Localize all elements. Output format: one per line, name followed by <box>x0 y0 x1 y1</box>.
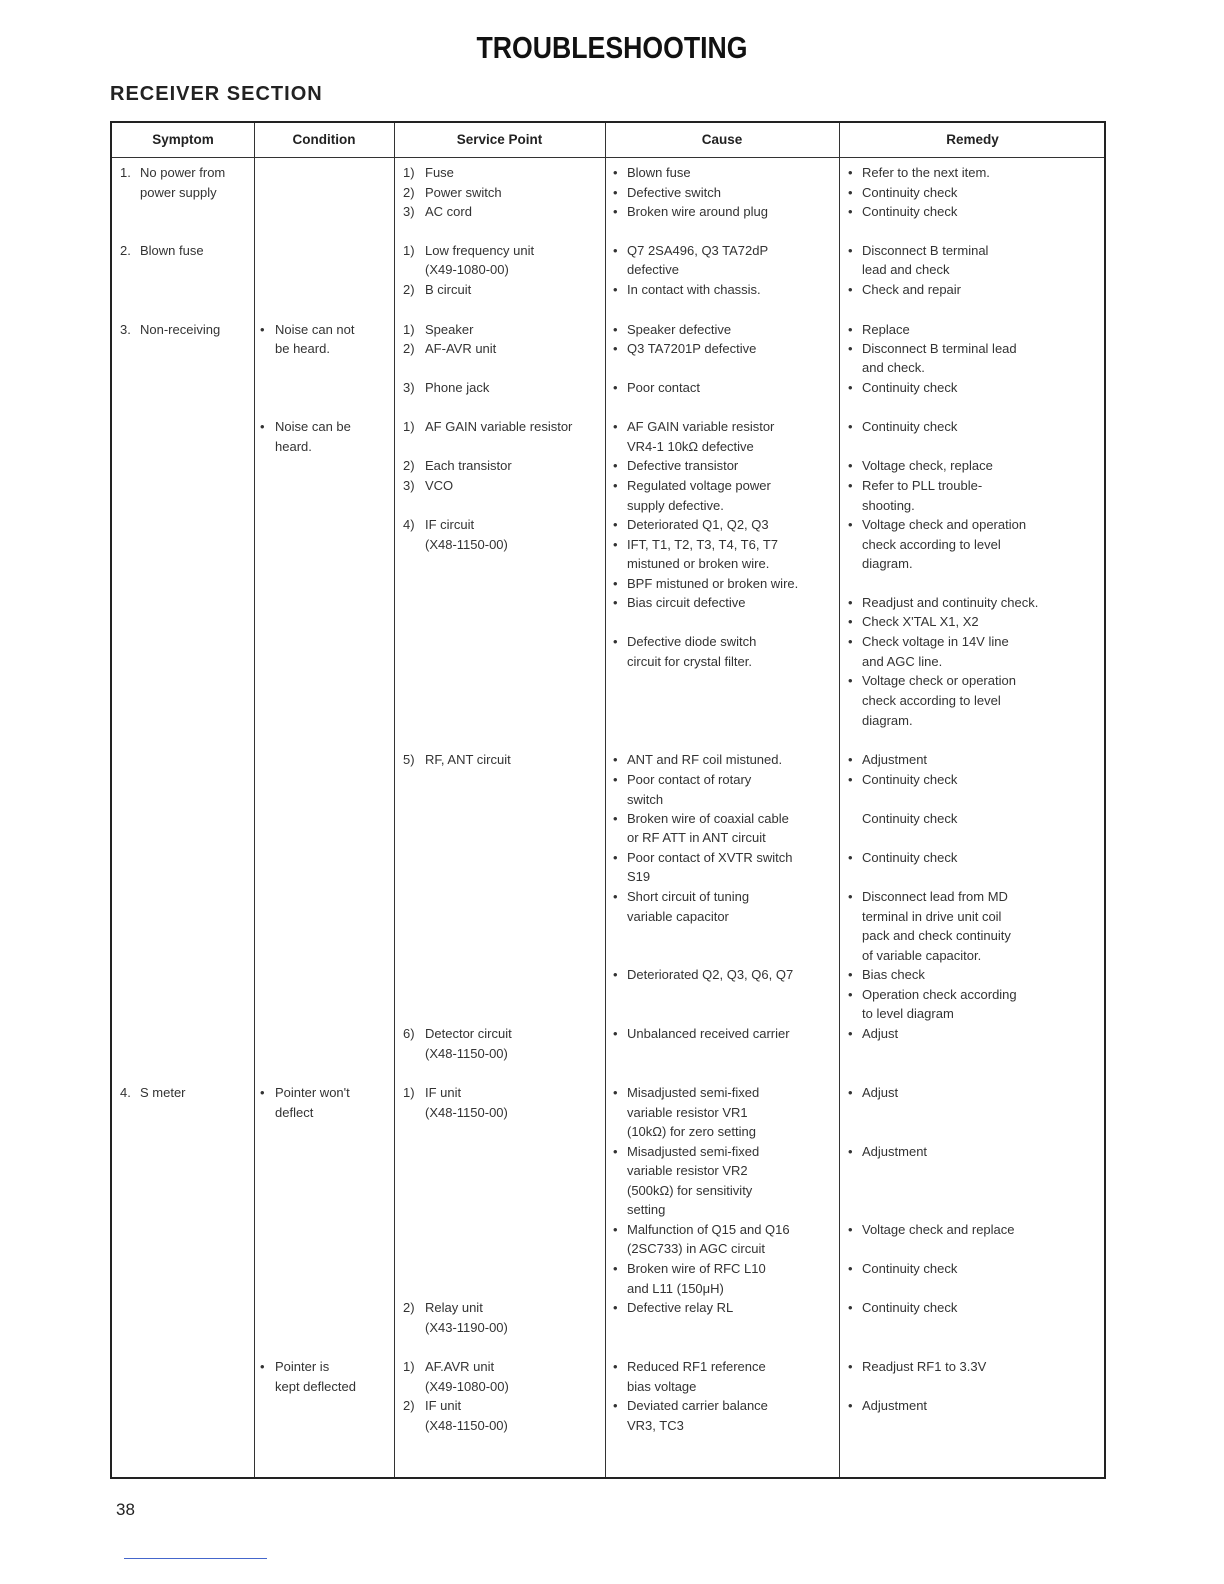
cause-text: Defective diode switch <box>627 634 757 649</box>
remedy-text: Disconnect B terminal <box>862 243 989 258</box>
remedy-text: Bias check <box>862 967 925 982</box>
service-text: Phone jack <box>425 380 490 395</box>
remedy-marker: • <box>848 517 853 532</box>
cause-text: Short circuit of tuning <box>627 889 750 904</box>
cause-text: IFT, T1, T2, T3, T4, T6, T7 <box>627 537 779 552</box>
service-marker: 2) <box>403 341 415 356</box>
remedy-text: Voltage check or operation <box>862 673 1016 688</box>
service-text: (X43-1190-00) <box>425 1320 508 1335</box>
cause-text: Bias circuit defective <box>627 595 746 610</box>
remedy-text: Check X'TAL X1, X2 <box>862 614 979 629</box>
remedy-marker: • <box>848 634 853 649</box>
service-text: (X48-1150-00) <box>425 1418 508 1433</box>
remedy-marker: • <box>848 478 853 493</box>
remedy-marker: • <box>848 419 853 434</box>
cond-text: kept deflected <box>275 1379 356 1394</box>
remedy-text: of variable capacitor. <box>862 948 982 963</box>
service-text: (X49-1080-00) <box>425 262 509 277</box>
symptom-text: power supply <box>140 185 217 200</box>
cause-text: (500kΩ) for sensitivity <box>627 1183 753 1198</box>
header-remedy: Remedy <box>946 132 999 147</box>
cause-marker: • <box>613 811 618 826</box>
page-number: 38 <box>116 1500 135 1519</box>
cause-marker: • <box>613 517 618 532</box>
cause-text: defective <box>627 262 680 277</box>
service-marker: 2) <box>403 458 415 473</box>
service-text: AC cord <box>425 204 472 219</box>
cause-text: or RF ATT in ANT circuit <box>627 830 766 845</box>
service-text: Power switch <box>425 185 502 200</box>
remedy-text: Adjust <box>862 1085 899 1100</box>
page-title: TROUBLESHOOTING <box>476 30 748 65</box>
remedy-text: Continuity check <box>862 850 958 865</box>
remedy-text: Continuity check <box>862 811 958 826</box>
cause-text: Defective relay RL <box>627 1300 734 1315</box>
remedy-text: Continuity check <box>862 380 958 395</box>
cause-marker: • <box>613 595 618 610</box>
service-text: IF circuit <box>425 517 475 532</box>
cond-marker: • <box>260 322 265 337</box>
service-text: (X49-1080-00) <box>425 1379 509 1394</box>
remedy-marker: • <box>848 204 853 219</box>
service-text: Low frequency unit <box>425 243 535 258</box>
service-marker: 3) <box>403 204 415 219</box>
service-text: (X48-1150-00) <box>425 537 508 552</box>
remedy-marker: • <box>848 752 853 767</box>
service-marker: 1) <box>403 322 415 337</box>
cause-text: (2SC733) in AGC circuit <box>627 1241 765 1256</box>
cause-text: AF GAIN variable resistor <box>627 419 775 434</box>
remedy-text: to level diagram <box>862 1006 954 1021</box>
troubleshooting-table <box>110 121 1106 1479</box>
remedy-text: Adjustment <box>862 752 928 767</box>
cause-text: Reduced RF1 reference <box>627 1359 766 1374</box>
cause-marker: • <box>613 478 618 493</box>
remedy-text: Voltage check and operation <box>862 517 1027 532</box>
column-divider <box>839 123 840 1477</box>
service-text: (X48-1150-00) <box>425 1046 508 1061</box>
service-text: Detector circuit <box>425 1026 512 1041</box>
cause-marker: • <box>613 165 618 180</box>
cause-text: Speaker defective <box>627 322 732 337</box>
cond-text: Noise can be <box>275 419 351 434</box>
remedy-text: Check voltage in 14V line <box>862 634 1009 649</box>
cause-text: Defective transistor <box>627 458 739 473</box>
remedy-marker: • <box>848 850 853 865</box>
cond-marker: • <box>260 1085 265 1100</box>
remedy-marker: • <box>848 1359 853 1374</box>
remedy-text: pack and check continuity <box>862 928 1011 943</box>
header-cause: Cause <box>701 132 743 147</box>
remedy-text: Continuity check <box>862 419 958 434</box>
header-condition: Condition <box>292 132 356 147</box>
remedy-marker: • <box>848 380 853 395</box>
remedy-marker: • <box>848 165 853 180</box>
cause-marker: • <box>613 185 618 200</box>
cond-text: heard. <box>275 439 312 454</box>
remedy-text: lead and check <box>862 262 950 277</box>
cause-marker: • <box>613 1359 618 1374</box>
cause-marker: • <box>613 634 618 649</box>
cause-text: S19 <box>627 869 651 884</box>
column-divider <box>254 123 255 1477</box>
service-text: VCO <box>425 478 454 493</box>
symptom-marker: 1. <box>120 165 131 180</box>
cause-text: Broken wire of coaxial cable <box>627 811 789 826</box>
cause-text: variable resistor VR1 <box>627 1105 748 1120</box>
service-text: (X48-1150-00) <box>425 1105 508 1120</box>
cause-marker: • <box>613 772 618 787</box>
remedy-marker: • <box>848 1398 853 1413</box>
remedy-text: Continuity check <box>862 1261 958 1276</box>
cause-text: In contact with chassis. <box>627 282 761 297</box>
symptom-text: No power from <box>140 165 226 180</box>
section-heading: RECEIVER SECTION <box>110 83 323 105</box>
cause-text: Q3 TA7201P defective <box>627 341 757 356</box>
symptom-text: Blown fuse <box>140 243 204 258</box>
cond-text: Noise can not <box>275 322 355 337</box>
service-marker: 1) <box>403 243 415 258</box>
remedy-text: Continuity check <box>862 1300 958 1315</box>
cause-text: bias voltage <box>627 1379 697 1394</box>
cond-text: Pointer is <box>275 1359 330 1374</box>
cause-text: Poor contact <box>627 380 700 395</box>
cause-text: Deteriorated Q2, Q3, Q6, Q7 <box>627 967 794 982</box>
cause-text: variable capacitor <box>627 909 729 924</box>
cause-marker: • <box>613 458 618 473</box>
service-text: B circuit <box>425 282 472 297</box>
cause-text: Deviated carrier balance <box>627 1398 768 1413</box>
service-text: IF unit <box>425 1085 462 1100</box>
service-marker: 1) <box>403 1359 415 1374</box>
remedy-marker: • <box>848 322 853 337</box>
service-marker: 2) <box>403 1398 415 1413</box>
cause-text: mistuned or broken wire. <box>627 556 770 571</box>
service-marker: 3) <box>403 478 415 493</box>
remedy-marker: • <box>848 673 853 688</box>
cause-marker: • <box>613 282 618 297</box>
cause-marker: • <box>613 322 618 337</box>
cause-marker: • <box>613 752 618 767</box>
remedy-text: Voltage check, replace <box>862 458 993 473</box>
header-symptom: Symptom <box>152 132 214 147</box>
cause-text: Misadjusted semi-fixed <box>627 1085 760 1100</box>
symptom-text: Non-receiving <box>140 322 221 337</box>
cause-text: circuit for crystal filter. <box>627 654 752 669</box>
remedy-text: Adjustment <box>862 1398 928 1413</box>
service-marker: 1) <box>403 419 415 434</box>
service-text: IF unit <box>425 1398 462 1413</box>
remedy-text: Readjust RF1 to 3.3V <box>862 1359 987 1374</box>
cause-text: and L11 (150μH) <box>627 1281 724 1296</box>
cause-marker: • <box>613 850 618 865</box>
remedy-text: Disconnect lead from MD <box>862 889 1008 904</box>
service-text: Speaker <box>425 322 474 337</box>
service-marker: 6) <box>403 1026 415 1041</box>
remedy-marker: • <box>848 987 853 1002</box>
header-divider <box>112 157 1104 158</box>
remedy-marker: • <box>848 185 853 200</box>
cause-text: Blown fuse <box>627 165 691 180</box>
remedy-marker: • <box>848 772 853 787</box>
cause-text: BPF mistuned or broken wire. <box>627 576 799 591</box>
remedy-text: Adjustment <box>862 1144 928 1159</box>
cond-marker: • <box>260 1359 265 1374</box>
cause-text: Broken wire around plug <box>627 204 768 219</box>
service-marker: 2) <box>403 1300 415 1315</box>
cause-marker: • <box>613 1300 618 1315</box>
service-text: RF, ANT circuit <box>425 752 511 767</box>
cause-text: Defective switch <box>627 185 721 200</box>
remedy-text: diagram. <box>862 713 913 728</box>
cause-text: VR4-1 10kΩ defective <box>627 439 754 454</box>
cause-text: setting <box>627 1202 666 1217</box>
service-text: AF.AVR unit <box>425 1359 495 1374</box>
remedy-text: Continuity check <box>862 204 958 219</box>
cause-text: Q7 2SA496, Q3 TA72dP <box>627 243 769 258</box>
cause-text: Poor contact of XVTR switch <box>627 850 793 865</box>
cause-text: switch <box>627 792 664 807</box>
cause-marker: • <box>613 1144 618 1159</box>
service-text: AF GAIN variable resistor <box>425 419 573 434</box>
service-text: Relay unit <box>425 1300 483 1315</box>
symptom-marker: 4. <box>120 1085 131 1100</box>
service-text: AF-AVR unit <box>425 341 497 356</box>
service-text: Fuse <box>425 165 454 180</box>
remedy-marker: • <box>848 458 853 473</box>
cause-marker: • <box>613 419 618 434</box>
column-divider <box>605 123 606 1477</box>
remedy-marker: • <box>848 243 853 258</box>
remedy-text: Continuity check <box>862 185 958 200</box>
cause-text: VR3, TC3 <box>627 1418 684 1433</box>
cause-text: Broken wire of RFC L10 <box>627 1261 766 1276</box>
cause-text: Malfunction of Q15 and Q16 <box>627 1222 790 1237</box>
cause-marker: • <box>613 889 618 904</box>
remedy-text: Refer to PLL trouble- <box>862 478 983 493</box>
cause-text: Deteriorated Q1, Q2, Q3 <box>627 517 769 532</box>
service-marker: 4) <box>403 517 415 532</box>
remedy-text: shooting. <box>862 498 915 513</box>
cause-marker: • <box>613 1026 618 1041</box>
cond-text: deflect <box>275 1105 314 1120</box>
service-marker: 1) <box>403 165 415 180</box>
cause-text: Unbalanced received carrier <box>627 1026 790 1041</box>
remedy-marker: • <box>848 1144 853 1159</box>
cause-text: Misadjusted semi-fixed <box>627 1144 760 1159</box>
cause-text: ANT and RF coil mistuned. <box>627 752 783 767</box>
header-service-point: Service Point <box>456 132 543 147</box>
remedy-text: Operation check according <box>862 987 1017 1002</box>
cause-marker: • <box>613 1085 618 1100</box>
service-text: Each transistor <box>425 458 512 473</box>
footer-rule <box>124 1558 267 1559</box>
cause-text: (10kΩ) for zero setting <box>627 1124 756 1139</box>
cause-marker: • <box>613 576 618 591</box>
remedy-text: terminal in drive unit coil <box>862 909 1002 924</box>
service-marker: 2) <box>403 282 415 297</box>
remedy-marker: • <box>848 1222 853 1237</box>
remedy-marker: • <box>848 889 853 904</box>
remedy-text: check according to level <box>862 537 1001 552</box>
cond-marker: • <box>260 419 265 434</box>
column-divider <box>394 123 395 1477</box>
remedy-marker: • <box>848 341 853 356</box>
cause-text: Poor contact of rotary <box>627 772 752 787</box>
service-marker: 1) <box>403 1085 415 1100</box>
service-marker: 5) <box>403 752 415 767</box>
remedy-text: Replace <box>862 322 910 337</box>
remedy-marker: • <box>848 282 853 297</box>
cause-text: variable resistor VR2 <box>627 1163 748 1178</box>
symptom-text: S meter <box>140 1085 186 1100</box>
remedy-marker: • <box>848 595 853 610</box>
remedy-marker: • <box>848 1261 853 1276</box>
cause-text: Regulated voltage power <box>627 478 771 493</box>
remedy-text: Continuity check <box>862 772 958 787</box>
cond-text: Pointer won't <box>275 1085 350 1100</box>
cause-marker: • <box>613 380 618 395</box>
remedy-text: Readjust and continuity check. <box>862 595 1039 610</box>
symptom-marker: 3. <box>120 322 131 337</box>
cause-marker: • <box>613 537 618 552</box>
remedy-text: Refer to the next item. <box>862 165 990 180</box>
remedy-text: diagram. <box>862 556 913 571</box>
cause-marker: • <box>613 243 618 258</box>
symptom-marker: 2. <box>120 243 131 258</box>
cause-marker: • <box>613 1398 618 1413</box>
remedy-text: Disconnect B terminal lead <box>862 341 1017 356</box>
remedy-text: and check. <box>862 360 925 375</box>
remedy-text: and AGC line. <box>862 654 943 669</box>
remedy-marker: • <box>848 614 853 629</box>
remedy-marker: • <box>848 967 853 982</box>
remedy-marker: • <box>848 1085 853 1100</box>
remedy-marker: • <box>848 1300 853 1315</box>
cause-marker: • <box>613 204 618 219</box>
remedy-marker: • <box>848 1026 853 1041</box>
cause-marker: • <box>613 1222 618 1237</box>
service-marker: 3) <box>403 380 415 395</box>
cause-marker: • <box>613 967 618 982</box>
cause-marker: • <box>613 1261 618 1276</box>
cause-text: supply defective. <box>627 498 724 513</box>
remedy-text: check according to level <box>862 693 1001 708</box>
cond-text: be heard. <box>275 341 330 356</box>
remedy-text: Check and repair <box>862 282 961 297</box>
remedy-text: Adjust <box>862 1026 899 1041</box>
remedy-text: Voltage check and replace <box>862 1222 1015 1237</box>
service-marker: 2) <box>403 185 415 200</box>
cause-marker: • <box>613 341 618 356</box>
